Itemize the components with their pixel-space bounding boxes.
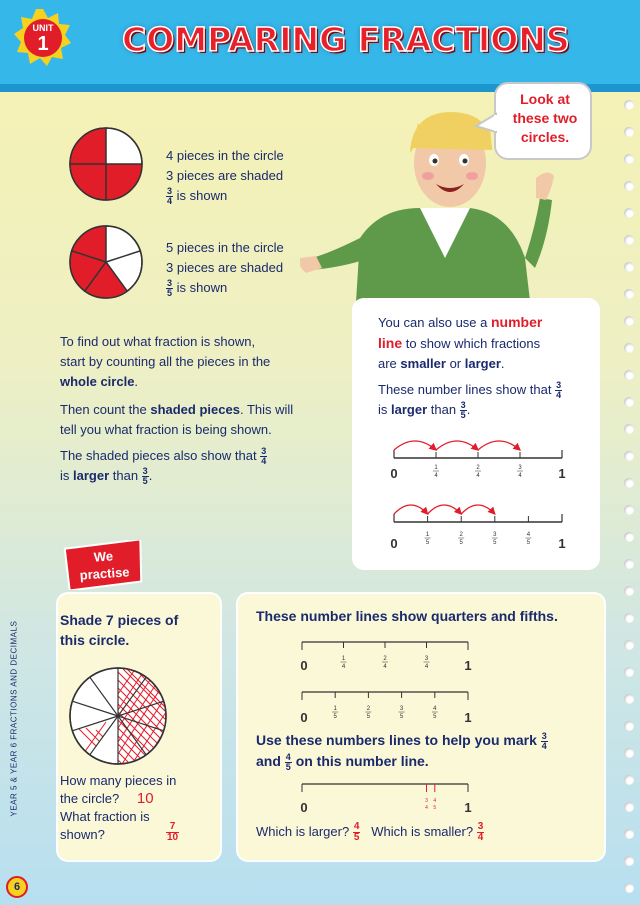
para1-line: whole circle. xyxy=(60,374,139,389)
circle1-line: 4 pieces in the circle xyxy=(166,148,284,163)
one-label: 1 xyxy=(464,658,472,673)
circle2-text xyxy=(166,238,284,298)
para1-line: start by counting all the pieces in the xyxy=(60,354,271,369)
zero-label: 0 xyxy=(300,658,308,673)
question-line: How many pieces in xyxy=(60,773,177,788)
tick-label: 2 xyxy=(459,532,463,538)
tick-label: 4 xyxy=(424,664,429,670)
marked-tick: 3 xyxy=(425,798,428,804)
book-title-side: YEAR 5 & YEAR 6 FRACTIONS AND DECIMALS xyxy=(9,620,19,817)
answer-fraction: $\frac{7}{10}$ xyxy=(167,821,179,843)
binder-hole xyxy=(624,505,634,515)
zero-label: 0 xyxy=(300,710,308,725)
binder-holes xyxy=(624,100,636,900)
binder-hole xyxy=(624,100,634,110)
speech-tail xyxy=(474,112,498,136)
nl-text-line: You can also use a number xyxy=(378,314,543,330)
tick-label: 4 xyxy=(526,532,531,538)
binder-hole xyxy=(624,640,634,650)
binder-hole xyxy=(624,397,634,407)
binder-hole xyxy=(624,316,634,326)
binder-hole xyxy=(624,694,634,704)
binder-hole xyxy=(624,262,634,272)
tick-label: 5 xyxy=(399,714,404,720)
question-line: What fraction is xyxy=(60,809,150,824)
circle2-line: 5 pieces in the circle xyxy=(166,240,284,255)
question-line: shown? xyxy=(60,827,105,842)
tick-label: 1 xyxy=(333,706,337,712)
tick-label: 3 xyxy=(518,465,522,471)
instruction-line: and $\frac{4}{5}$ on this number line. xyxy=(256,751,429,772)
para1-line: To find out what fraction is shown, xyxy=(60,334,256,349)
para3-line: The shaded pieces also show that $\frac{3}{4}$ xyxy=(60,446,267,467)
tick-label: 4 xyxy=(341,664,346,670)
instruction-line: Use these numbers lines to help you mark $\frac{3}{4}$ xyxy=(256,730,547,751)
unit-number: 1 xyxy=(37,33,49,55)
tick-label: 2 xyxy=(476,465,480,471)
tick-label: 5 xyxy=(425,540,430,546)
speech-line: Look at xyxy=(520,91,570,107)
tick-label: 5 xyxy=(526,540,531,546)
tick-label: 1 xyxy=(434,465,438,471)
binder-hole xyxy=(624,181,634,191)
speech-line: these two xyxy=(512,110,578,126)
badge-line: We xyxy=(93,548,114,565)
explanation-text xyxy=(60,332,322,486)
marked-tick: 4 xyxy=(425,805,428,811)
fifths-circle xyxy=(66,222,146,302)
speech-bubble xyxy=(494,82,592,160)
binder-hole xyxy=(624,613,634,623)
tick-label: 4 xyxy=(383,664,387,670)
speech-line: circles. xyxy=(520,129,570,145)
binder-hole xyxy=(624,289,634,299)
answer-pieces: 10 xyxy=(136,790,154,807)
marked-tick: 5 xyxy=(433,805,437,811)
tick-label: 5 xyxy=(366,714,371,720)
binder-hole xyxy=(624,235,634,245)
tick-label: 4 xyxy=(434,473,438,479)
circle2-shown: $\frac{3}{5}$ is shown xyxy=(167,278,228,299)
tick-label: 3 xyxy=(493,532,497,538)
binder-hole xyxy=(624,559,634,569)
tick-label: 3 xyxy=(424,656,429,662)
binder-hole xyxy=(624,748,634,758)
marked-tick: 4 xyxy=(433,798,437,804)
unit-badge xyxy=(14,8,72,66)
reference-number-lines xyxy=(296,634,476,730)
nl-text-line: are smaller or larger. xyxy=(378,356,505,371)
tenths-circle xyxy=(66,664,170,768)
binder-hole xyxy=(624,721,634,731)
tick-label: 4 xyxy=(476,473,480,479)
zero-label: 0 xyxy=(390,466,398,481)
binder-hole xyxy=(624,802,634,812)
smaller-answer: $\frac{3}{4}$ xyxy=(477,821,484,844)
binder-hole xyxy=(624,208,634,218)
page-title: COMPARING FRACTIONS xyxy=(122,20,570,59)
tick-label: 1 xyxy=(425,532,430,538)
binder-hole xyxy=(624,424,634,434)
binder-hole xyxy=(624,451,634,461)
circle1-line: 3 pieces are shaded xyxy=(166,168,284,183)
unit-word: UNIT xyxy=(32,23,54,33)
badge-line: practise xyxy=(79,564,130,583)
binder-hole xyxy=(624,829,634,839)
tick-label: 2 xyxy=(383,656,387,662)
tick-label: 5 xyxy=(459,540,463,546)
shade-heading xyxy=(60,610,178,650)
one-label: 1 xyxy=(464,800,472,814)
circle2-line: 3 pieces are shaded xyxy=(166,260,284,275)
quarters-fifths-heading: These number lines show quarters and fifths. xyxy=(256,608,558,624)
binder-hole xyxy=(624,775,634,785)
nl-text-line: line to show which fractions xyxy=(378,335,541,351)
binder-hole xyxy=(624,127,634,137)
larger-question: Which is larger? xyxy=(256,824,350,839)
circle1-text xyxy=(166,146,284,206)
quarters-circle xyxy=(66,124,146,204)
binder-hole xyxy=(624,667,634,677)
we-practise-badge xyxy=(62,540,146,590)
shade-questions xyxy=(60,772,176,844)
number-line-diagram xyxy=(380,430,580,556)
mark-instruction xyxy=(256,730,596,772)
speech-text xyxy=(496,90,594,147)
tick-label: 4 xyxy=(518,473,522,479)
nl-text-line: These number lines show that $\frac{3}{4}$ xyxy=(378,380,562,401)
tick-label: 3 xyxy=(399,706,404,712)
tick-label: 5 xyxy=(433,714,437,720)
answer-number-line xyxy=(296,776,476,814)
shade-heading-line: this circle. xyxy=(60,632,130,648)
binder-hole xyxy=(624,883,634,893)
tick-label: 1 xyxy=(341,656,346,662)
binder-hole xyxy=(624,478,634,488)
number-line-explanation xyxy=(378,312,592,420)
nl-text-line: is larger than $\frac{3}{5}$ . xyxy=(378,400,471,421)
binder-hole xyxy=(624,154,634,164)
binder-hole xyxy=(624,532,634,542)
para2-line: Then count the shaded pieces. This will xyxy=(60,402,294,417)
binder-hole xyxy=(624,586,634,596)
question-line: the circle? 10 xyxy=(60,790,154,807)
compare-questions xyxy=(256,822,484,843)
one-label: 1 xyxy=(558,466,566,481)
binder-hole xyxy=(624,343,634,353)
zero-label: 0 xyxy=(300,800,308,814)
one-label: 1 xyxy=(558,536,566,551)
larger-answer: $\frac{4}{5}$ xyxy=(353,821,360,844)
tick-label: 4 xyxy=(433,706,437,712)
binder-hole xyxy=(624,856,634,866)
tick-label: 5 xyxy=(333,714,337,720)
para2-line: tell you what fraction is being shown. xyxy=(60,422,272,437)
page-number: 6 xyxy=(6,876,28,898)
shade-heading-line: Shade 7 pieces of xyxy=(60,612,179,628)
zero-label: 0 xyxy=(390,536,398,551)
para3-line: is larger than $\frac{3}{5}$ . xyxy=(60,466,153,487)
tick-label: 5 xyxy=(493,540,497,546)
one-label: 1 xyxy=(464,710,472,725)
smaller-question: Which is smaller? xyxy=(371,824,474,839)
binder-hole xyxy=(624,370,634,380)
tick-label: 2 xyxy=(366,706,371,712)
circle1-shown: $\frac{3}{4}$ is shown xyxy=(167,186,228,207)
